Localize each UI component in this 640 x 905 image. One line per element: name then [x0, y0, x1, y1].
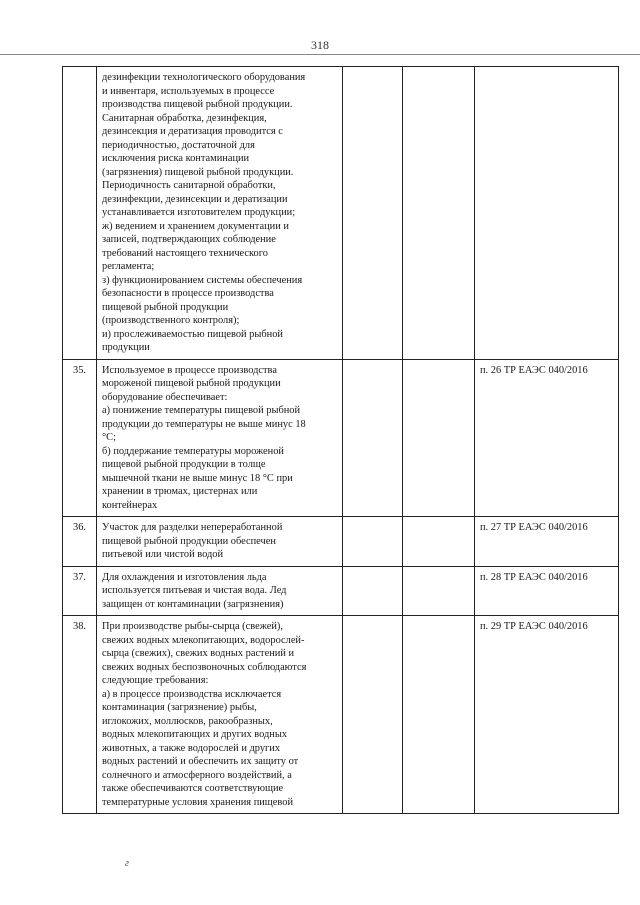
regulation-reference: п. 28 ТР ЕАЭС 040/2016: [475, 566, 619, 616]
answer-cell: [403, 67, 475, 360]
requirement-line: питьевой или чистой водой: [102, 549, 224, 560]
table-row: [63, 67, 619, 360]
answer-cell: [343, 616, 403, 814]
requirement-line: следующие требования:: [102, 675, 209, 686]
page-number: 318: [311, 38, 329, 52]
requirement-line: дезинфекции, дезинсекции и дератизации: [102, 193, 288, 205]
table-row: [63, 566, 619, 616]
requirement-line: устанавливается изготовителем продукции;: [102, 207, 296, 218]
requirement-line: свежих водных беспозвоночных соблюдаются: [102, 661, 307, 673]
requirement-line: з) функционированием системы обеспечения: [102, 274, 303, 286]
row-number: [63, 67, 97, 360]
requirement-text: [97, 67, 343, 360]
requirement-line: а) понижение температуры пищевой рыбной: [102, 405, 301, 416]
requirement-line: °С;: [102, 432, 116, 443]
requirement-line: температурные условия хранения пищевой: [102, 796, 294, 808]
header-rule: [0, 54, 640, 55]
answer-cell: [403, 359, 475, 517]
answer-cell: [403, 566, 475, 616]
answer-cell: [403, 616, 475, 814]
requirement-line: Санитарная обработка, дезинфекция,: [102, 112, 267, 124]
requirement-text: [97, 359, 343, 517]
answer-cell: [343, 517, 403, 567]
requirement-line: (производственного контроля);: [102, 315, 240, 326]
requirement-line: хранении в трюмах, цистернах или: [102, 486, 258, 497]
answer-cell: [343, 67, 403, 360]
requirement-line: и) прослеживаемостью пищевой рыбной: [102, 328, 283, 340]
requirement-line: производства пищевой рыбной продукции.: [102, 99, 293, 110]
requirement-line: и инвентаря, используемых в процессе: [102, 85, 275, 97]
requirement-line: водных растений и обеспечить их защиту от: [102, 756, 299, 767]
requirement-line: оборудование обеспечивает:: [102, 391, 228, 403]
requirement-line: б) поддержание температуры мороженой: [102, 445, 284, 457]
answer-cell: [403, 517, 475, 567]
requirement-line: водных млекопитающих и других водных: [102, 729, 288, 740]
regulation-reference: п. 26 ТР ЕАЭС 040/2016: [475, 359, 619, 517]
requirement-line: иглокожих, моллюсков, ракообразных,: [102, 715, 273, 727]
answer-cell: [343, 566, 403, 616]
requirement-line: мышечной ткани не выше минус 18 °С при: [102, 472, 293, 484]
requirement-line: Участок для разделки непереработанной: [102, 522, 283, 533]
requirements-table: [62, 66, 619, 814]
row-number: 37.: [63, 566, 97, 616]
row-number: 35.: [63, 359, 97, 517]
row-number: 38.: [63, 616, 97, 814]
requirement-text: [97, 616, 343, 814]
requirement-line: Для охлаждения и изготовления льда: [102, 571, 267, 583]
requirement-line: контаминация (загрязнение) рыбы,: [102, 702, 257, 713]
requirement-text: [97, 566, 343, 616]
requirement-line: Используемое в процессе производства: [102, 364, 277, 376]
requirement-line: продукции: [102, 342, 150, 353]
requirement-text: [97, 517, 343, 567]
row-number: 36.: [63, 517, 97, 567]
requirement-line: регламента;: [102, 261, 155, 272]
requirement-line: ж) ведением и хранением документации и: [102, 220, 289, 232]
requirement-line: (загрязнения) пищевой рыбной продукции.: [102, 166, 294, 178]
requirement-line: контейнерах: [102, 499, 158, 511]
table-row: [63, 616, 619, 814]
requirement-line: дезинфекции технологического оборудования: [102, 72, 306, 83]
requirement-line: пищевой рыбной продукции в толще: [102, 459, 266, 470]
requirement-line: записей, подтверждающих соблюдение: [102, 234, 276, 245]
regulation-reference: п. 27 ТР ЕАЭС 040/2016: [475, 517, 619, 567]
requirement-line: свежих водных млекопитающих, водорослей-: [102, 634, 305, 646]
table-row: [63, 359, 619, 517]
requirement-line: сырца (свежих), свежих водных растений и: [102, 648, 295, 659]
requirement-line: пищевой рыбной продукции обеспечен: [102, 535, 276, 547]
requirement-line: При производстве рыбы-сырца (свежей),: [102, 621, 283, 632]
answer-cell: [343, 359, 403, 517]
requirement-line: безопасности в процессе производства: [102, 288, 274, 299]
regulation-reference: [475, 67, 619, 360]
regulation-reference: п. 29 ТР ЕАЭС 040/2016: [475, 616, 619, 814]
requirement-line: требований настоящего технического: [102, 247, 268, 259]
requirement-line: Периодичность санитарной обработки,: [102, 180, 276, 191]
handwritten-mark: г: [125, 858, 129, 869]
requirement-line: пищевой рыбной продукции: [102, 301, 229, 313]
requirement-line: животных, а также водорослей и других: [102, 742, 281, 754]
requirement-line: мороженой пищевой рыбной продукции: [102, 378, 281, 389]
requirement-line: исключения риска контаминации: [102, 153, 250, 164]
requirement-line: периодичностью, достаточной для: [102, 139, 255, 151]
requirement-line: дезинсекция и дератизация проводится с: [102, 126, 283, 137]
requirement-line: защищен от контаминации (загрязнения): [102, 598, 284, 610]
requirement-line: продукции до температуры не выше минус 18: [102, 418, 306, 430]
requirement-line: используется питьевая и чистая вода. Лед: [102, 585, 287, 596]
requirement-line: а) в процессе производства исключается: [102, 688, 282, 700]
requirement-line: солнечного и атмосферного воздействий, а: [102, 769, 292, 781]
table-row: [63, 517, 619, 567]
requirement-line: также обеспечиваются соответствующие: [102, 783, 284, 794]
